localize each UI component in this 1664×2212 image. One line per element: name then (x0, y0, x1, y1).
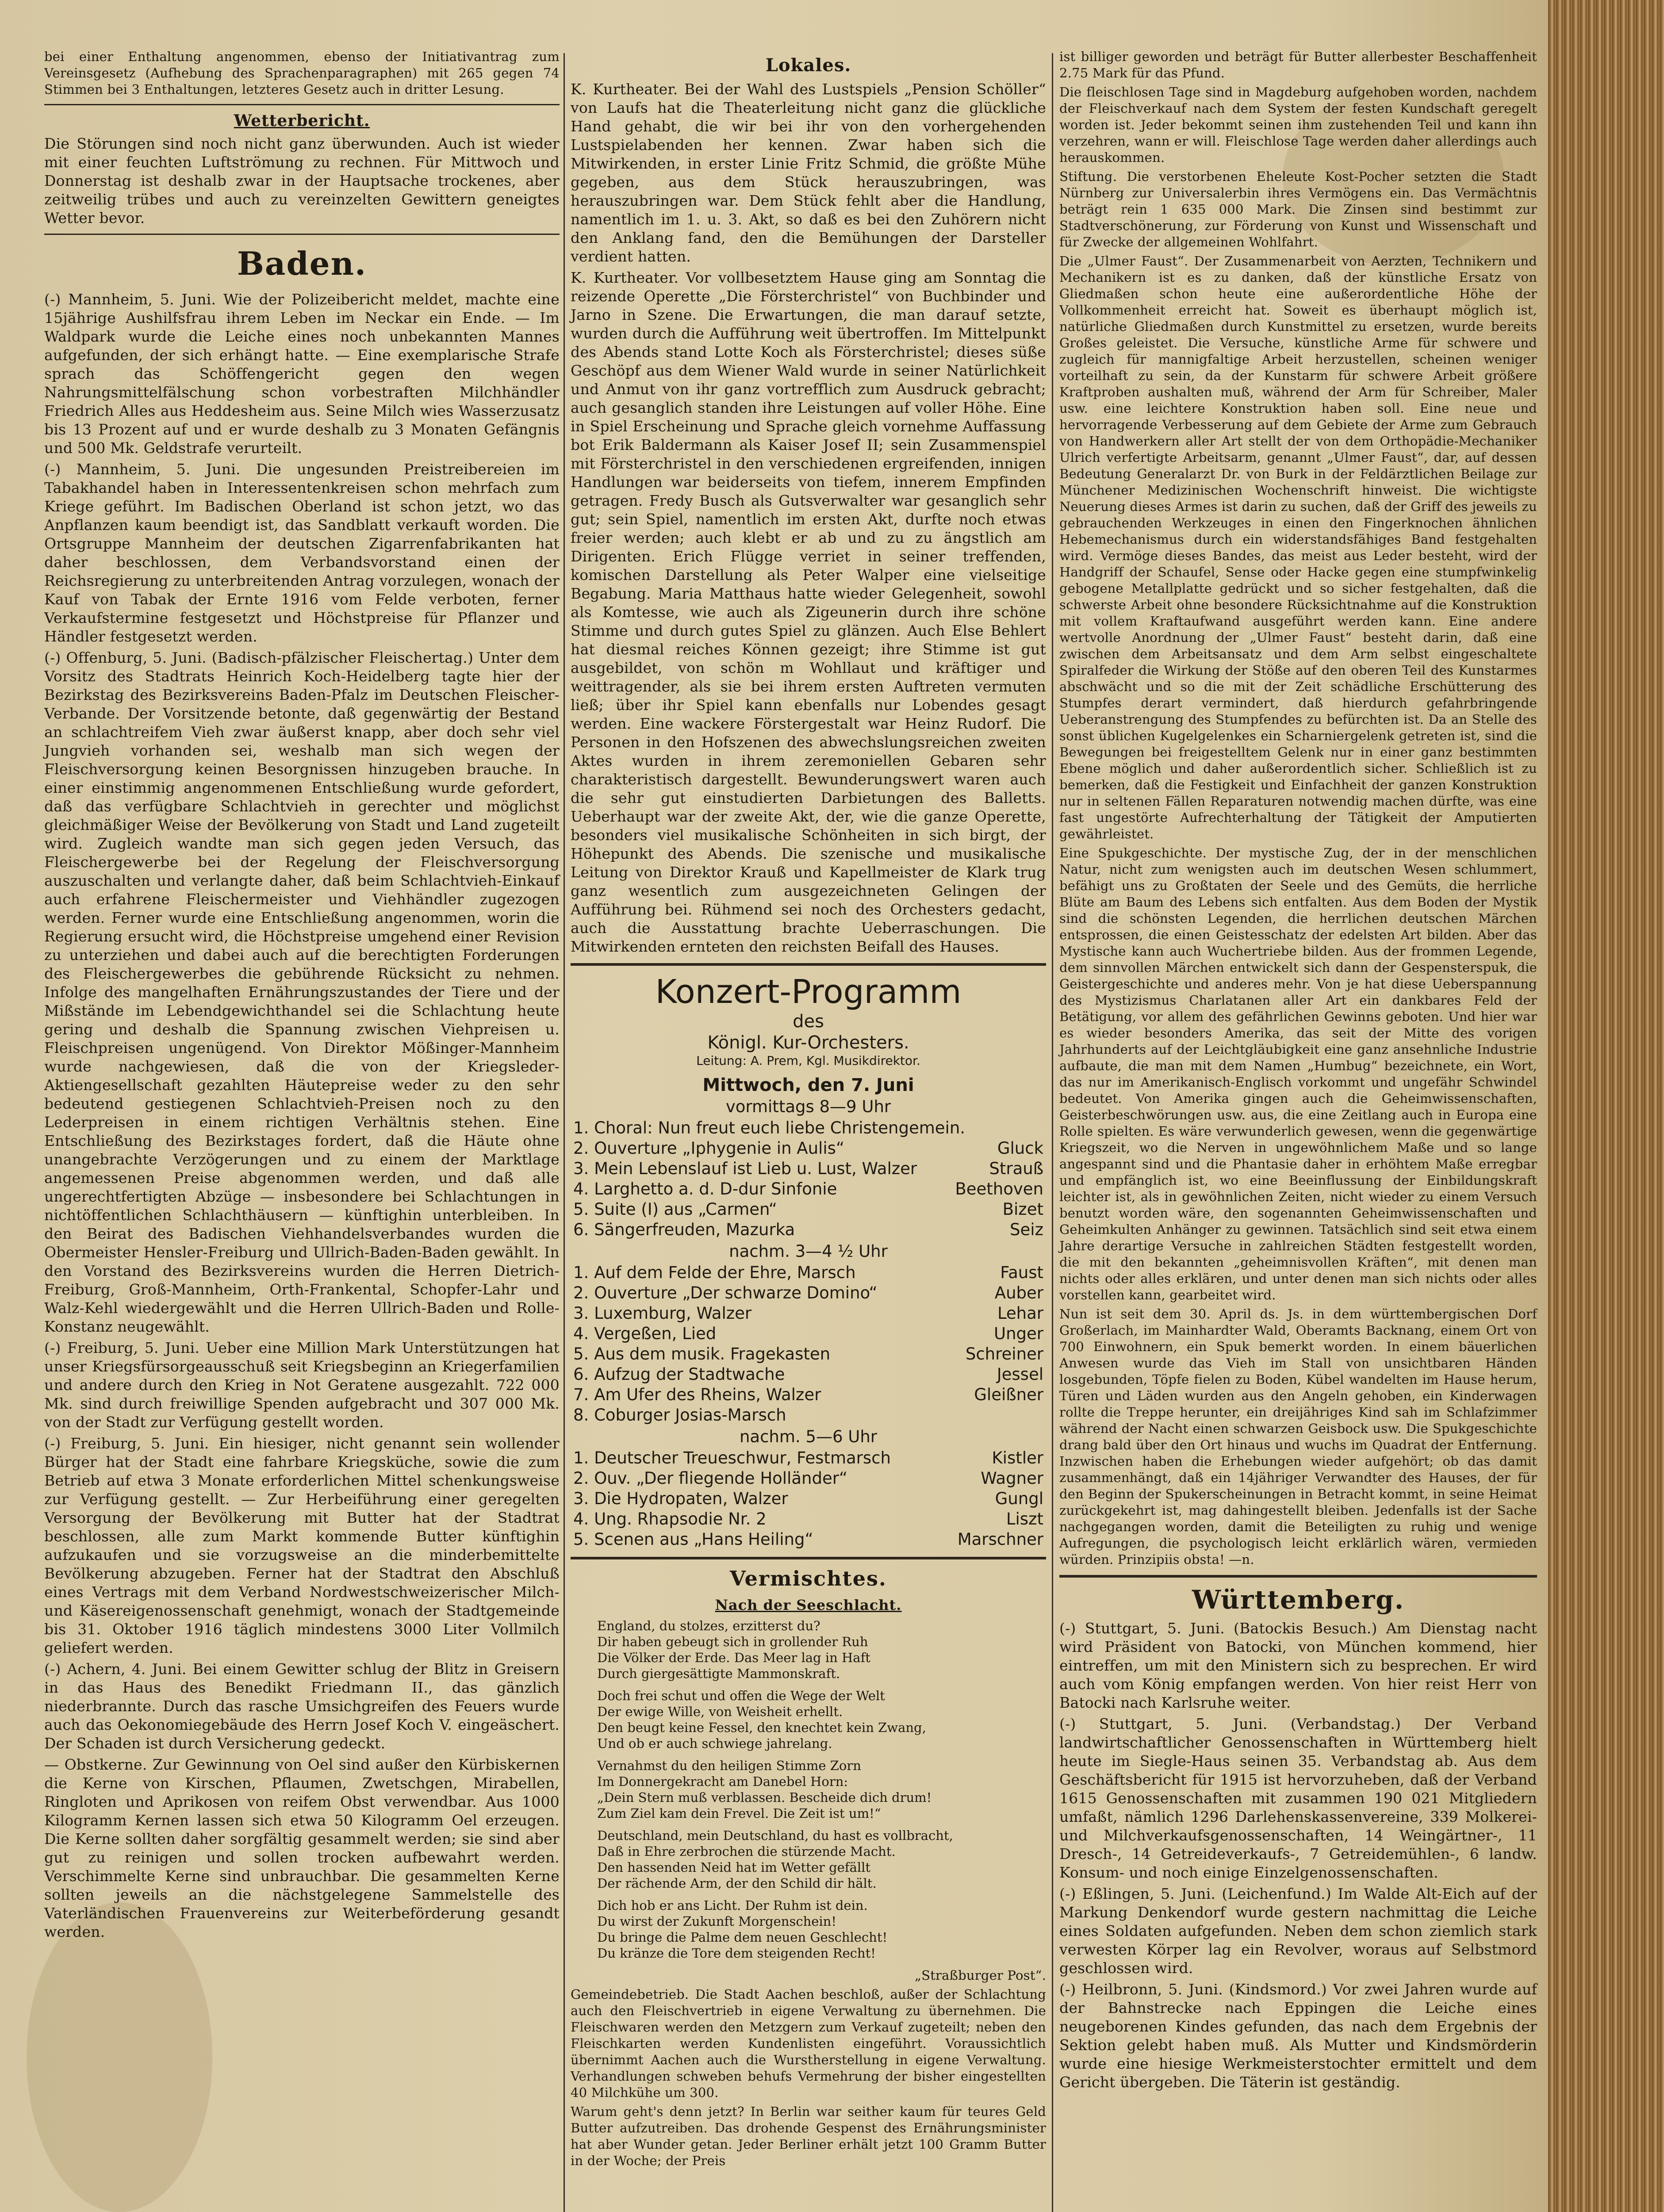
program-item (571, 1199, 1046, 1220)
article-freiburg-1: (-) Freiburg, 5. Juni. Ueber eine Million Mark Unterstützungen hat unser Kriegsfürsorgeausschuß seit Kriegsbeginn an Kriegerfamilien und andere durch den Krieg in Not Geratene ausgezahlt. 722 000 Mk. sind durch freiwillige Spenden aufgebracht und 307 000 Mk. von der Stadt zur Verfügung gestellt worden. (44, 1339, 560, 1431)
piece-title: 6. Aufzug der Stadtwache (573, 1365, 785, 1384)
divider (571, 1557, 1046, 1559)
book-binding-edge (1548, 0, 1664, 2212)
composer: Schreiner (965, 1344, 1043, 1363)
composer: Marschner (957, 1530, 1043, 1549)
column-divider (1052, 53, 1053, 2212)
article-stiftung: Stiftung. Die verstorbenen Eheleute Kost-Pocher setzten die Stadt Nürnberg zur Universalerbin ihres Vermögens ein. Das Vermächtnis beträgt rein 1 635 000 Mark. Die Zinsen sind bestimmt zur Stadtverschönerung, zur Förderung von Kunst und Wissenschaft und für Zwecke der allgemeinen Wohlfahrt. (1059, 169, 1537, 250)
konzert-orchestra: Königl. Kur-Orchesters. (707, 1033, 909, 1053)
program-item (571, 1283, 1046, 1303)
program-item (571, 1220, 1046, 1240)
article-offenburg: (-) Offenburg, 5. Juni. (Badisch-pfälzischer Fleischertag.) Unter dem Vorsitz des Stadtrats Heinrich Koch-Heidelberg tagte hier der Bezirkstag des Bezirksvereins Baden-Pfalz im Deutschen Fleischer-Verbande. Der Vorsitzende betonte, daß gegenwärtig der Bestand an schlachtreifem Vieh zwar äußerst knapp, aber doch sehr viel Jungvieh vorhanden sei, weshalb man sich wegen der Fleischversorgung keinen Besorgnissen hinzugeben brauche. In einer einstimmig angenommenen Entschließung wurde gefordert, daß das verfügbare Schlachtvieh in gerechter und möglichst gleichmäßiger Weise der Bevölkerung von Stadt und Land zugeteilt wird. Zugleich wandte man sich gegen jeden Versuch, das Fleischergewerbe bei der Regelung der Fleischversorgung auszuschalten und verlangte daher, daß beim Schlachtvieh-Einkauf auch erfahrene Fleischermeister und Viehhändler zugezogen werden. Ferner wurde eine Entschließung angenommen, worin die Regierung ersucht wird, die Höchstpreise umgehend einer Revision zu unterziehen und dabei auch auf die berechtigten Forderungen des Fleischergewerbes die gebührende Rücksicht zu nehmen. Infolge des mangelhaften Ernährungszustandes der Tiere und der Mißstände im Lebendgewichthandel sei die Schlachtung heute gering und deshalb die Spannung zwischen Viehpreisen u. Fleischpreisen ungenügend. Von Direktor Mößinger-Mannheim wurde nachgewiesen, daß die von der Kriegsleder-Aktiengesellschaft gezahlten Häutepreise weder zu den sehr bedeutend gestiegenen Schlachtvieh-Preisen noch zu den Lederpreisen in einem richtigen Verhältnis stehen. Eine Entschließung des Bezirkstages fordert, daß die Häute ohne unangebrachte Verzögerungen und zu einem der Marktlage angemessenen Preise abgenommen werden, und daß alle ungerechtfertigten Abzüge — insbesondere bei Schlachtungen in nichtöffentlichen Schlachthäusern — künftighin unterbleiben. In den Beirat des Badischen Viehhandelsverbandes wurden die Obermeister Hensler-Freiburg und Ullrich-Baden-Baden gewählt. In den Vorstand des Bezirksvereins wurden die Herren Dietrich-Freiburg, Groß-Mannheim, Orth-Frankental, Schopfer-Lahr und Walz-Kehl wiedergewählt und die Herren Ullrich-Baden und Rolle-Konstanz neugewählt. (44, 649, 560, 1335)
article-achern: (-) Achern, 4. Juni. Bei einem Gewitter schlug der Blitz in Greisern in das Haus des Benedikt Friedmann II., das gänzlich niederbrannte. Durch das rasche Umsichgreifen des Feuers wurde auch das Oekonomiegebäude des Herrn Josef Koch V. eingeäschert. Der Schaden ist durch Versicherung gedeckt. (44, 1660, 560, 1752)
piece-title: 5. Aus dem musik. Fragekasten (573, 1344, 831, 1363)
wetter-text: Die Störungen sind noch nicht ganz überwunden. Auch ist wieder mit einer feuchten Luftströmung zu rechnen. Für Mittwoch und Donnerstag ist deshalb zwar in der Hauptsache trockenes, aber zeitweilig trübes und auch zu vereinzelten Gewittern geneigtes Wetter bevor. (44, 135, 560, 227)
article-stuttgart-2: (-) Stuttgart, 5. Juni. (Verbandstag.) Der Verband landwirtschaftlicher Genossenschaften in Württemberg hielt heute im Siegle-Haus seinen 35. Verbandstag ab. Aus dem Geschäftsbericht für 1915 ist hervorzuheben, daß der Verband 1615 Genossenschaften mit zusammen 190 021 Mitgliedern umfaßt, nämlich 1296 Darlehenskassenvereine, 339 Molkerei- und Milchverkaufsgenossenschaften, 14 Weingärtner-, 11 Dresch-, 14 Getreideverkaufs-, 7 Getreidemühlen-, 6 landw. Konsum- und noch einige Einzelgenossenschaften. (1059, 1715, 1537, 1881)
program-item (571, 1385, 1046, 1405)
piece-title: 3. Die Hydropaten, Walzer (573, 1489, 788, 1508)
article-mannheim-1: (-) Mannheim, 5. Juni. Wie der Polizeibericht meldet, machte eine 15jährige Aushilfsfrau ihrem Leben im Neckar ein Ende. — Im Waldpark wurde die Leiche eines noch unbekannten Mannes aufgefunden, der sich erhängt hatte. — Eine exemplarische Strafe sprach das Schöffengericht gegen den wegen Nahrungsmittelfälschung schon vorbestraften Milchhändler Friedrich Alles aus Heddesheim aus. Seine Milch wies Wasserzusatz bis 13 Prozent auf und er wurde deshalb zu 3 Monaten Gefängnis und 500 Mk. Geldstrafe verurteilt. (44, 291, 560, 457)
konzert-date: Mittwoch, den 7. Juni (702, 1075, 914, 1095)
composer: Jessel (997, 1365, 1043, 1384)
piece-title: 1. Choral: Nun freut euch liebe Christengemein. (573, 1118, 966, 1137)
program-item (571, 1448, 1046, 1468)
poem-stanza: Vernahmst du den heiligen Stimme Zorn Im Donnergekracht am Danebel Horn: „Dein Stern muß verblassen. Bescheide dich drum! Zum Ziel kam dein Frevel. Die Zeit ist um!“ (597, 1758, 932, 1821)
composer: Liszt (1006, 1509, 1043, 1528)
piece-title: 3. Mein Lebenslauf ist Lieb u. Lust, Walzer (573, 1159, 917, 1178)
session-label: nachm. 5—6 Uhr (739, 1427, 878, 1446)
divider (44, 104, 560, 105)
divider (571, 963, 1046, 966)
poem-title: Nach der Seeschlacht. (715, 1597, 902, 1613)
divider (1059, 1575, 1537, 1578)
article-butter: Warum geht's denn jetzt? In Berlin war seither kaum für teures Geld Butter aufzutreiben. Das drohende Gespenst des Ernährungsminister hat aber Wunder getan. Jeder Berliner erhält jetzt 100 Gramm Butter in der Woche; der Preis (571, 2104, 1046, 2168)
composer: Gungl (995, 1489, 1043, 1508)
program-item (571, 1263, 1046, 1283)
composer: Auber (994, 1283, 1043, 1302)
piece-title: 6. Sängerfreuden, Mazurka (573, 1220, 795, 1239)
piece-title: 1. Deutscher Treueschwur, Festmarsch (573, 1448, 891, 1467)
piece-title: 7. Am Ufer des Rheins, Walzer (573, 1385, 821, 1404)
piece-title: 8. Coburger Josias-Marsch (573, 1406, 786, 1425)
konzert-title: Konzert-Programm (655, 973, 962, 1011)
session-label: nachm. 3—4 ½ Uhr (729, 1242, 888, 1261)
article-esslingen: (-) Eßlingen, 5. Juni. (Leichenfund.) Im Walde Alt-Eich auf der Markung Denkendorf wurde gestern nachmittag die Leiche eines Soldaten aufgefunden. Neben dem schon ziemlich stark verwesten Körper lag ein Revolver, woraus auf Selbstmord geschlossen wird. (1059, 1885, 1537, 1977)
session-label: vormittags 8—9 Uhr (725, 1097, 891, 1116)
piece-title: 3. Luxemburg, Walzer (573, 1304, 752, 1323)
program-item (571, 1138, 1046, 1159)
program-item (571, 1159, 1046, 1179)
konzert-leitung: Leitung: A. Prem, Kgl. Musikdirektor. (696, 1053, 920, 1068)
poem-source: „Straßburger Post“. (914, 1968, 1046, 1983)
program-item (571, 1489, 1046, 1509)
column-left (44, 49, 560, 2212)
composer: Gleißner (974, 1385, 1043, 1404)
article-obstkerne: — Obstkerne. Zur Gewinnung von Oel sind außer den Kürbiskernen die Kerne von Kirschen, Pflaumen, Zwetschgen, Mirabellen, Ringloten und Aprikosen von reifem Obst verwendbar. Aus 1000 Kilogramm Kernen lassen sich etwa 50 Kilogramm Oel erzeugen. Die Kerne sollten daher sorgfältig gesammelt werden; sie sind aber gut zu reinigen und sollen trocken aufbewahrt werden. Verschimmelte Kerne sind unbrauchbar. Die gesammelten Kerne sollten jeweils an die nächstgelegene Sammelstelle des Vaterländischen Frauenvereins zur Weiterbeförderung gesandt werden. (44, 1756, 560, 1940)
program-item (571, 1509, 1046, 1529)
article-spukgeschichte: Eine Spukgeschichte. Der mystische Zug, der in der menschlichen Natur, nicht zum wenigsten auch im deutschen Wesen schlummert, befähigt uns zu Großtaten der Seele und des Gemüts, die herrliche Blüte am Baum des Lebens sich entfalten. Aus dem Boden der Mystik sind die schönsten Legenden, die herrlichen deutschen Märchen entsprossen, die einen Geistesschatz der edelsten Art bilden. Aber das Mystische kann auch Wuchertriebe bilden. Aus der frommen Legende, dem sinnvollen Märchen entwickelt sich dann der Gespensterspuk, die Geistergeschichte und anderes mehr. Von je hat diese Ueberspannung des Mystizismus Charlatanen aller Art ein dankbares Feld der Betätigung, vor allem des gefährlichen Gewinns geboten. Und hier war es wieder besonders Amerika, das seit der Mitte des vorigen Jahrhunderts auf der Leichtgläubigkeit eine ganz ansehnliche Industrie aufbaute, die man mit dem Namen „Humbug“ bezeichnete, ein Wort, das nur im Amerikanisch-Englisch vorkommt und ungefähr Schwindel bedeutet. Von Amerika gingen auch die Geheimwissenschaften, Geisterbeschwörungen usw. aus, die eine Zeitlang auch in Europa eine Rolle spielten. Es wäre verwunderlich gewesen, wenn die gegenwärtige Kriegszeit, wo die Nerven in ungewöhnlichem Maße und so lange angespannt sind und die Phantasie daher in erhöhtem Maße erregbar und empfänglich ist, wo eine Beeinflussung der Einbildungskraft leichter ist, als in gewöhnlichen Zeiten, nicht wieder zu einem Versuch benutzt worden wäre, den sogenannten Geheimwissenschaften und Geheimkulten Anhänger zu gewinnen. Tatsächlich sind seit etwa einem Jahre derartige Versuche in zahlreichen Städten festgestellt worden, die mit den bekannten „geheimnisvollen Kräften“, mit denen man nichts oder alles erklären, und unter denen man sich nichts oder alles vorstellen kann, gearbeitet wird. (1059, 845, 1537, 1302)
divider (44, 234, 560, 235)
piece-title: 1. Auf dem Felde der Ehre, Marsch (573, 1263, 856, 1282)
program-item (571, 1118, 1046, 1138)
composer: Strauß (989, 1159, 1043, 1178)
article-mannheim-2: (-) Mannheim, 5. Juni. Die ungesunden Preistreibereien im Tabakhandel haben in Interessentenkreisen schon mehrfach zum Kriege geführt. Im Badischen Oberland ist schon jetzt, wo das Anpflanzen kaum beendigt ist, das Sandblatt verkauft worden. Die Ortsgruppe Mannheim der deutschen Zigarrenfabrikanten hat daher beschlossen, dem Verbandsvorstand einen der Reichsregierung zu unterbreitenden Antrag vorzulegen, wonach der Kauf von Tabak der Ernte 1916 vom Felde verboten, ferner Verkaufstermine festgesetzt und Höchstpreise für Pflanzer und Händler festgesetzt werden. (44, 461, 560, 645)
composer: Seiz (1010, 1220, 1043, 1239)
piece-title: 4. Ung. Rhapsodie Nr. 2 (573, 1509, 767, 1528)
piece-title: 4. Larghetto a. d. D-dur Sinfonie (573, 1179, 837, 1198)
baden-heading: Baden. (237, 245, 367, 282)
wuerttemberg-heading: Württemberg. (1192, 1585, 1405, 1615)
column-middle (571, 49, 1046, 2212)
article-freiburg-2: (-) Freiburg, 5. Juni. Ein hiesiger, nicht genannt sein wollender Bürger hat der Stadt eine fahrbare Kriegsküche, sowie die zum Betrieb auf etwa 3 Monate erforderlichen Mittel schenkungsweise zur Verfügung gestellt. — Zur Herbeiführung einer geregelten Versorgung der Bevölkerung mit Butter hat der Stadtrat beschlossen, alle zum Markt kommende Butter künftighin aufzukaufen und sie vorzugsweise an die minderbemittelte Bevölkerung abzugeben. Ferner hat der Stadtrat den Abschluß eines Vertrags mit dem Verband Nordwestschweizerischer Milch- und Käsereigenossenschaft genehmigt, wonach der Stadtgemeinde bis 31. Oktober 1916 täglich mindestens 3000 Liter Vollmilch geliefert werden. (44, 1435, 560, 1656)
article-kurtheater-2: K. Kurtheater. Vor vollbesetztem Hause ging am Sonntag die reizende Operette „Die Försterchristel“ von Buchbinder und Jarno in Szene. Die Erwartungen, die man darauf setzte, wurden durch die Aufführung weit übertroffen. Im Mittelpunkt des Abends stand Lotte Koch als Försterchristel; dieses süße Geschöpf aus dem Wiener Wald wurde in seiner Natürlichkeit und Anmut von ihr ganz vortrefflich zum Ausdruck gebracht; auch gesanglich standen ihre Leistungen auf voller Höhe. Eine in Spiel Erscheinung und Sprache gleich vornehme Auffassung bot Erik Baldermann als Kaiser Josef II; sein Zusammenspiel mit Försterchristel in den verschiedenen ergreifenden, innigen Handlungen war beiderseits von tiefem, innerem Empfinden getragen. Fredy Busch als Gutsverwalter war gesanglich sehr gut; sein Spiel, namentlich im ersten Akt, durfte noch etwas freier werden; auch klebt er ab und zu zu ängstlich am Dirigenten. Erich Flügge verriet in seiner treffenden, komischen Darstellung als Peter Walper eine vielseitige Begabung. Maria Matthaus hatte wieder Gelegenheit, sowohl als Komtesse, wie auch als Zigeunerin durch ihre schöne Stimme und durch gutes Spiel zu glänzen. Auch Else Behlert hat diesmal reiches Können gezeigt; ihre Stimme ist gut ausgebildet, von schön m Wohllaut und kräftiger und weittragender, als sie bei ihrem ersten Auftreten vermuten ließ; über ihr Spiel kann ebenfalls nur Lobendes gesagt werden. Eine wackere Förstergestalt war Heinz Rudorf. Die Personen in den Hofszenen des abwechslungsreichen zweiten Aktes wurden in ihrem zeremoniellen Gebaren sehr charakteristisch dargestellt. Bewunderungswert waren auch die sehr gut einstudierten Darbietungen des Balletts. Ueberhaupt war der zweite Akt, der, wie die ganze Operette, besonders viel musikalische Schönheiten in sich birgt, der Höhepunkt des Abends. Die szenische und musikalische Leitung von Direktor Krauß und Kapellmeister de Klark trug ganz wesentlich zum ausgezeichneten Gelingen der Aufführung bei. Rühmend sei noch des Orchesters gedacht, auch die Ausstattung brachte Ueberraschungen. Die Mitwirkenden ernteten den reichsten Beifall des Hauses. (571, 269, 1046, 955)
program-item (571, 1344, 1046, 1364)
composer: Lehar (997, 1304, 1043, 1323)
composer: Beethoven (955, 1179, 1043, 1198)
piece-title: 2. Ouverture „Iphygenie in Aulis“ (573, 1139, 845, 1158)
composer: Bizet (1002, 1200, 1043, 1219)
composer: Unger (994, 1324, 1043, 1343)
program-item (571, 1364, 1046, 1385)
article-stuttgart-1: (-) Stuttgart, 5. Juni. (Batockis Besuch.) Am Dienstag nacht wird Präsident von Batocki, von München kommend, hier eintreffen, um mit den Ministern sich zu besprechen. Er wird auch vom König empfangen werden. Von hier reist Herr von Batocki nach Karlsruhe weiter. (1059, 1620, 1537, 1711)
article-kurtheater-1: K. Kurtheater. Bei der Wahl des Lustspiels „Pension Schöller“ von Laufs hat die Theaterleitung nicht ganz die glückliche Hand gehabt, die wir bei ihr von den vorhergehenden Lustspielabenden her kennen. Zwar haben sich die Mitwirkenden, in erster Linie Fritz Schmid, die größte Mühe gegeben, aus dem Stück herauszubringen, was herauszubringen war. Dem Stück fehlt aber die Handlung, namentlich im 1. u. 3. Akt, so daß es bei den Zuhörern nicht den Anklang fand, den die Bemühungen der Darsteller verdient hatten. (571, 81, 1046, 265)
program-item (571, 1303, 1046, 1324)
composer: Wagner (981, 1469, 1043, 1488)
poem-stanza: Dich hob er ans Licht. Der Ruhm ist dein. Du wirst der Zukunft Morgenschein! Du bringe die Palme dem neuen Geschlecht! Du kränze die Tore dem steigenden Recht! (597, 1898, 888, 1961)
piece-title: 5. Scenen aus „Hans Heiling“ (573, 1530, 813, 1549)
program-item (571, 1468, 1046, 1489)
piece-title: 5. Suite (I) aus „Carmen“ (573, 1200, 777, 1219)
program-item (571, 1405, 1046, 1425)
composer: Faust (1000, 1263, 1043, 1282)
composer: Gluck (997, 1139, 1043, 1158)
piece-title: 2. Ouv. „Der fliegende Holländer“ (573, 1469, 848, 1488)
poem-stanza: England, du stolzes, erzitterst du? Dir haben gebeugt sich in grollender Ruh Die Völker der Erde. Das Meer lag in Haft Durch giergesättigte Mammonskraft. (597, 1618, 870, 1681)
column-right (1059, 49, 1537, 2212)
konzert-programm (571, 973, 1046, 1550)
intro-text: bei einer Enthaltung angenommen, ebenso der Initiativantrag zum Vereinsgesetz (Aufhebung des Sprachenparagraphen) mit 265 gegen 74 Stimmen bei 3 Enthaltungen, letzteres Gesetz auch in dritter Lesung. (44, 49, 560, 97)
konzert-des: des (793, 1011, 824, 1032)
piece-title: 2. Ouverture „Der schwarze Domino“ (573, 1283, 878, 1302)
article-gemeindebetrieb: Gemeindebetrieb. Die Stadt Aachen beschloß, außer der Schlachtung auch den Fleischvertrieb in eigene Verwaltung zu übernehmen. Die Fleischwaren werden den Metzgern zum Verkauf zugeteilt; neben den Fleischkarten werden Kundenlisten eingeführt. Voraussichtlich übernimmt Aachen auch die Wurstherstellung in eigene Verwaltung. Verhandlungen schweben behufs Vermehrung der bisher eingestellten 40 Milchkühe um 300. (571, 1987, 1046, 2100)
program-item (571, 1179, 1046, 1199)
poem-stanza: Doch frei schut und offen die Wege der Welt Der ewige Wille, von Weisheit erhellt. Den beugt keine Fessel, den knechtet kein Zwang, Und ob er auch schwiege jahrelang. (597, 1688, 926, 1751)
article-grosserlach: Nun ist seit dem 30. April ds. Js. in dem württembergischen Dorf Großerlach, im Mainhardter Wald, Oberamts Backnang, einem Ort von 700 Einwohnern, ein Spuk bemerkt worden. In einem bäuerlichen Anwesen wurde das Vieh im Stall von unsichtbaren Händen losgebunden, Töpfe fielen zu Boden, Kübel wandelten im Hause herum, Türen und Läden wurden aus den Angeln gehoben, ein Kinderwagen rollte die Treppe herunter, ein dreijähriges Kind sah im Schlafzimmer während der Nacht einen schwarzen Geisbock usw. Die Spukgeschichte drang bald über den Ort hinaus und wuchs im Quadrat der Entfernung. Inzwischen haben die Erhebungen wieder aufgehört; ob das damit zusammenhängt, daß ein 14jähriger Verwandter des Hauses, der für den Beginn der Spukerscheinungen in Betracht kommt, in seine Heimat zurückgekehrt ist, mag dahingestellt bleiben. Jedenfalls ist der Sache nachgegangen worden, damit die Beteiligten zu ruhig und wenige Aufregungen, die psychologisch leicht erklärlich wären, vermieden würden. Prinzipiis obsta! —n. (1059, 1306, 1537, 1567)
article-butter-cont: ist billiger geworden und beträgt für Butter allerbester Beschaffenheit 2.75 Mark für das Pfund. (1059, 49, 1537, 81)
piece-title: 4. Vergeßen, Lied (573, 1324, 717, 1343)
wetter-heading: Wetterbericht. (234, 111, 370, 130)
program-item (571, 1529, 1046, 1550)
program-item (571, 1324, 1046, 1344)
poem-stanza: Deutschland, mein Deutschland, du hast es vollbracht, Daß in Ehre zerbrochen die stürzende Macht. Den hassenden Neid hat im Wetter gefällt Der rächende Arm, der den Schild dir hält. (597, 1828, 953, 1891)
column-divider (564, 53, 565, 2212)
composer: Kistler (992, 1448, 1043, 1467)
article-fleischlose-tage: Die fleischlosen Tage sind in Magdeburg aufgehoben worden, nachdem der Fleischverkauf nach dem System der festen Kundschaft geregelt worden ist. Jeder bekommt seinen ihm zustehenden Teil und kann ihn verzehren, wann er will. Fleischlose Tage werden daher allerdings auch herauskommen. (1059, 84, 1537, 165)
article-heilbronn: (-) Heilbronn, 5. Juni. (Kindsmord.) Vor zwei Jahren wurde auf der Bahnstrecke nach Eppingen die Leiche eines neugeborenen Kindes gefunden, das nach dem Ergebnis der Sektion gelebt haben muß. Als Mutter und Kindsmörderin wurde eine hiesige Werkmeisterstochter ermittelt und dem Gericht übergeben. Die Täterin ist geständig. (1059, 1981, 1537, 2091)
article-ulmer-faust: Die „Ulmer Faust“. Der Zusammenarbeit von Aerzten, Technikern und Mechanikern ist es zu danken, daß der künstliche Ersatz von Gliedmaßen schon heute eine außerordentliche Höhe der Vollkommenheit erreicht hat. Soweit es überhaupt möglich ist, natürliche Gliedmaßen durch Kunstmittel zu ersetzen, wurde bereits Großes geleistet. Die Versuche, künstliche Arme für schwere und zugleich für mannigfaltige Arbeit herzustellen, scheinen weniger vorteilhaft zu sein, da der Kunstarm für schwere Arbeit größere Kraftproben aushalten muß, während der Arm für Schreiber, Maler usw. eine leichtere Konstruktion haben soll. Eine neue und hervorragende Verbesserung auf dem Gebiete der Arme zum Gebrauch von Handwerkern aller Art stellt der von dem Orthopädie-Mechaniker Ulrich verfertigte Arbeitsarm, genannt „Ulmer Faust“, dar, auf dessen Bedeutung Generalarzt Dr. von Burk in der Feldärztlichen Beilage zur Münchener Medizinischen Wochenschrift hinweist. Die wichtigste Neuerung dieses Armes ist darin zu suchen, daß der Griff des jeweils zu gebrauchenden Werkzeuges in einen den Fingerknochen ähnlichen Hebemechanismus durch ein widerstandsfähiges Band festgehalten wird. Vermöge dieses Bandes, das meist aus Leder besteht, wird der Handgriff der Schaufel, Sense oder Hacke gegen eine stumpfwinkelig gebogene Metallplatte gedrückt und so sicher festgehalten, daß die schwerste Arbeit ohne besondere Rücksichtnahme auf die Konstruktion mit vollem Kraftaufwand ausgeführt werden kann. Eine andere wertvolle Anordnung der „Ulmer Faust“ besteht darin, daß eine zwischen dem Arbeitsansatz und dem Arm selbst eingeschaltete Spiralfeder die Wirkung der Stöße auf den oberen Teil des Kunstarmes abschwächt und so die mit der Zeit schädliche Erschütterung des Stumpfes derart vermindert, daß hierdurch gefahrbringende Ueberanstrengung des Stumpfendes zu befürchten ist. Da an Stelle des sonst üblichen Kugelgelenkes ein Scharniergelenk getreten ist, sind die Bewegungen bei freigestelltem Gelenk nur in einer ganz bestimmten Ebene möglich und daher außerordentlich sicher. Schließlich ist zu bemerken, daß die Festigkeit und Einfachheit der ganzen Konstruktion nur in seltenen Fällen Reparaturen notwendig machen dürfte, was eine fast ungestörte Aufrechterhaltung der Tätigkeit der Amputierten gewährleistet. (1059, 253, 1537, 841)
vermischtes-heading: Vermischtes. (730, 1567, 887, 1590)
lokales-heading: Lokales. (765, 55, 851, 76)
